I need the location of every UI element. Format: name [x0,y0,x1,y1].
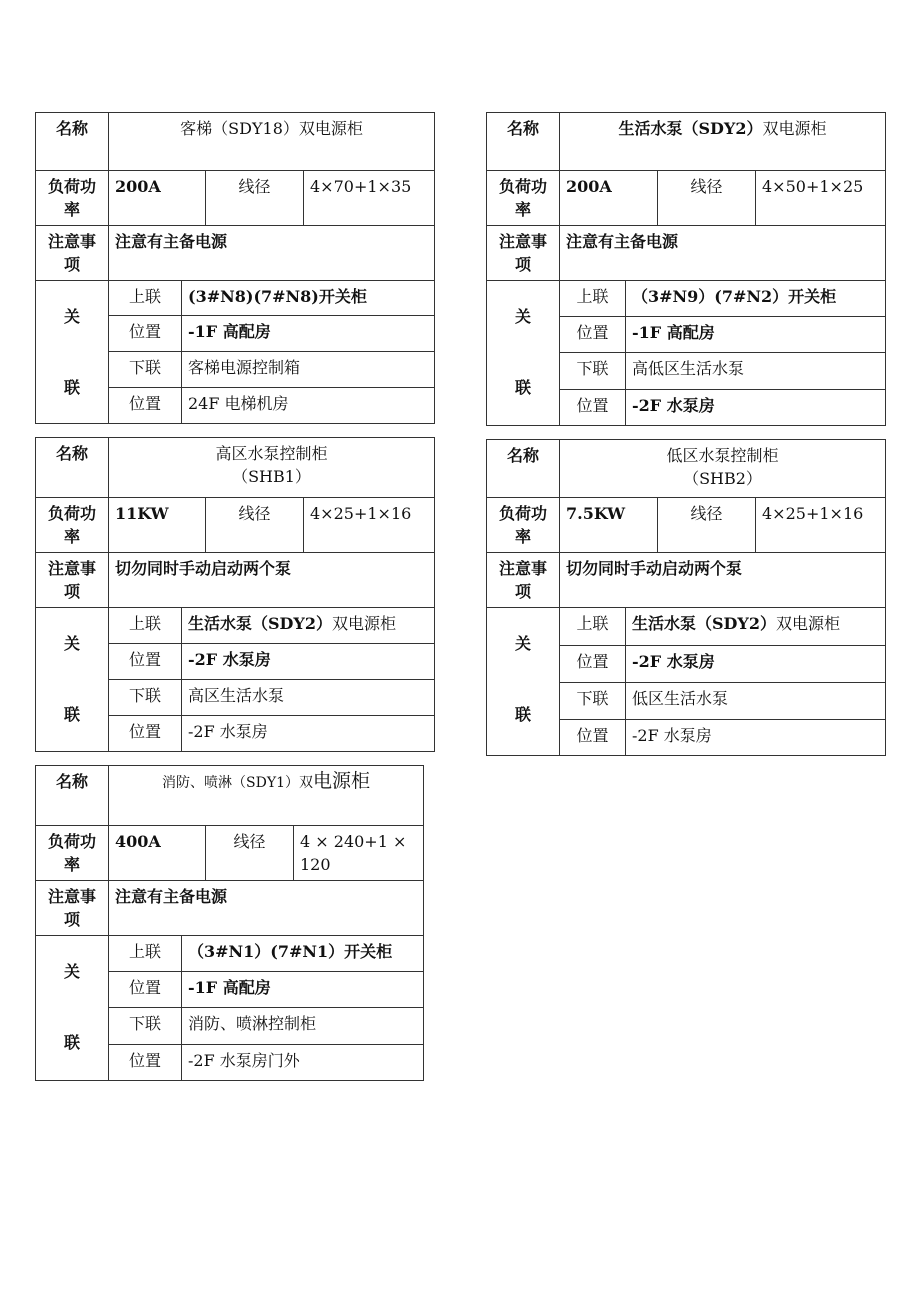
wire-value: 4×25+1×16 [304,498,435,553]
upstream-position-label: 位置 [109,316,182,352]
load-label: 负荷功 率 [36,498,109,553]
upstream-label: 上联 [560,608,626,646]
note-value: 注意有主备电源 [109,881,424,936]
note-label: 注意事 项 [487,553,560,608]
load-value: 400A [109,826,206,881]
wire-value: 4 × 240+1 × 120 [294,826,424,881]
upstream-value: （3#N1）(7#N1）开关柜 [182,936,424,972]
upstream-value: (3#N8)(7#N8)开关柜 [182,281,435,316]
downstream-position-label: 位置 [560,720,626,756]
upstream-position-label: 位置 [560,646,626,683]
name-label: 名称 [36,438,109,498]
wire-value: 4×70+1×35 [304,171,435,226]
wire-value: 4×25+1×16 [756,498,886,553]
load-value: 11KW [109,498,206,553]
cabinet-name: 消防、喷淋（SDY1）双电源柜 [109,766,424,826]
downstream-label: 下联 [109,1008,182,1045]
cabinet-card-shb1 [35,437,435,752]
downstream-label: 下联 [560,683,626,720]
downstream-position-label: 位置 [109,388,182,424]
name-label: 名称 [487,440,560,498]
wire-label: 线径 [206,171,304,226]
upstream-position-label: 位置 [560,317,626,353]
cabinet-card-sdy1 [35,765,424,1081]
cabinet-name: 客梯（SDY18）双电源柜 [109,113,435,171]
upstream-label: 上联 [109,281,182,316]
load-label: 负荷功 率 [36,171,109,226]
cabinet-card-sdy2 [486,112,886,426]
note-value: 注意有主备电源 [109,226,435,281]
note-label: 注意事 项 [36,553,109,608]
upstream-position-value: -2F 水泵房 [626,646,886,683]
downstream-position-value: 24F 电梯机房 [182,388,435,424]
relation-label: 关 联 [36,608,109,752]
downstream-position-value: -2F 水泵房 [626,720,886,756]
wire-label: 线径 [658,171,756,226]
downstream-value: 高区生活水泵 [182,680,435,716]
note-value: 注意有主备电源 [560,226,886,281]
downstream-position-label: 位置 [560,390,626,426]
downstream-label: 下联 [109,352,182,388]
upstream-label: 上联 [560,281,626,317]
upstream-position-label: 位置 [109,644,182,680]
cabinet-name: 高区水泵控制柜 （SHB1） [109,438,435,498]
note-value: 切勿同时手动启动两个泵 [109,553,435,608]
cabinet-card-shb2 [486,439,886,756]
upstream-position-value: -1F 高配房 [182,316,435,352]
downstream-value: 客梯电源控制箱 [182,352,435,388]
cabinet-name: 生活水泵（SDY2）双电源柜 [560,113,886,171]
downstream-label: 下联 [109,680,182,716]
wire-value: 4×50+1×25 [756,171,886,226]
upstream-value: （3#N9）(7#N2）开关柜 [626,281,886,317]
relation-label: 关 联 [36,281,109,424]
note-label: 注意事 项 [36,226,109,281]
load-label: 负荷功 率 [36,826,109,881]
upstream-value: 生活水泵（SDY2）双电源柜 [182,608,435,644]
name-label: 名称 [487,113,560,171]
upstream-position-value: -1F 高配房 [182,972,424,1008]
upstream-position-value: -2F 水泵房 [182,644,435,680]
wire-label: 线径 [658,498,756,553]
cabinet-card-sdy18 [35,112,435,424]
downstream-position-label: 位置 [109,1045,182,1081]
note-label: 注意事 项 [36,881,109,936]
cabinet-name: 低区水泵控制柜 （SHB2） [560,440,886,498]
downstream-position-value: -2F 水泵房门外 [182,1045,424,1081]
relation-label: 关 联 [487,281,560,426]
load-label: 负荷功 率 [487,498,560,553]
note-value: 切勿同时手动启动两个泵 [560,553,886,608]
relation-label: 关 联 [487,608,560,756]
downstream-label: 下联 [560,353,626,390]
name-label: 名称 [36,766,109,826]
upstream-label: 上联 [109,608,182,644]
downstream-value: 高低区生活水泵 [626,353,886,390]
downstream-position-value: -2F 水泵房 [626,390,886,426]
downstream-position-value: -2F 水泵房 [182,716,435,752]
note-label: 注意事 项 [487,226,560,281]
name-label: 名称 [36,113,109,171]
load-value: 200A [109,171,206,226]
upstream-position-value: -1F 高配房 [626,317,886,353]
wire-label: 线径 [206,826,294,881]
relation-label: 关 联 [36,936,109,1081]
upstream-label: 上联 [109,936,182,972]
load-value: 7.5KW [560,498,658,553]
wire-label: 线径 [206,498,304,553]
upstream-position-label: 位置 [109,972,182,1008]
load-value: 200A [560,171,658,226]
upstream-value: 生活水泵（SDY2）双电源柜 [626,608,886,646]
downstream-value: 低区生活水泵 [626,683,886,720]
downstream-position-label: 位置 [109,716,182,752]
downstream-value: 消防、喷淋控制柜 [182,1008,424,1045]
load-label: 负荷功 率 [487,171,560,226]
